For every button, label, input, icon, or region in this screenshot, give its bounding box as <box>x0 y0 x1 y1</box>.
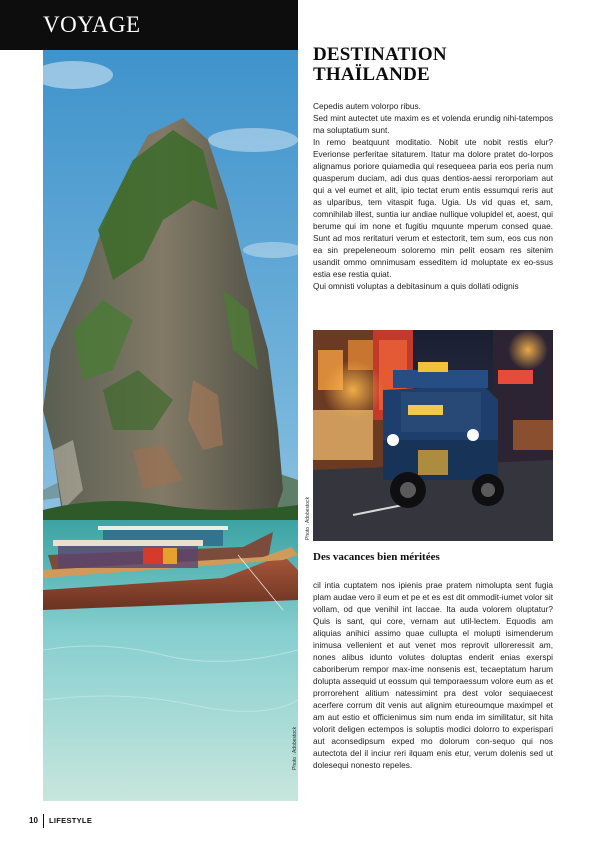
intro-paragraph: In remo beatquunt moditatio. Nobit ute nobit restis elur? Everionse perferitae sitaturem. Itatur ma dolore pratet do-lorpos alignamus poriore quiamedia qui resequeea paria eos peria num quasperum duciam, adi dus quas dentios-aessi rerorporiam aut qui a vel eumet et alit, ipio tectat erum entis essumqui reris aut as ulparibus, tem vitaspit fuga. Ugia. Us vid quas et, sam, comnihilab illest, suntia iur andiae nullique volupidel et, aoest, qui berume qui im none et fugitiu mquunte mperum consed quae. Sunt ad mos reritaturi verum et estectorit, tem sum, eos cus non ea sin prepeleneoum soloremo min pelit eosam res sitenim usandit ommo omnimusam esseditem id moluptate ex eo-ssus estia ese restia quiat. <box>313 137 553 279</box>
page-number: 10 <box>29 816 38 825</box>
main-text <box>313 579 553 771</box>
hero-photo <box>43 50 298 801</box>
article-subheading: Des vacances bien méritées <box>313 551 440 563</box>
intro-paragraph: Qui omnisti voluptas a debitasinum a quis dollati odignis <box>313 281 519 291</box>
headline-line-1: DESTINATION <box>313 44 447 65</box>
section-banner <box>0 0 298 50</box>
section-title: VOYAGE <box>43 12 141 37</box>
page-footer <box>0 812 300 832</box>
intro-text <box>313 100 553 292</box>
article-headline <box>313 45 558 85</box>
footer-divider <box>43 814 44 828</box>
tuktuk-photo <box>313 330 553 541</box>
intro-paragraph: Cepedis autem volorpo ribus. <box>313 101 421 111</box>
intro-paragraph: Sed mint autectet ute maxim es et volenda erundig nihi-tatempos ma soluptatium sunt. <box>313 113 553 135</box>
tuktuk-photo-credit: Photo : Adobestock <box>305 496 311 540</box>
headline-line-2: THAÏLANDE <box>313 64 430 85</box>
main-paragraph: cil intia cuptatem nos ipienis prae pratem nimolupta sent fugia plam audae vero il eum et pe et es est dit ommodit-iumet volor sit vollam, od que venihil int laccae. Ita auda volorem oluptatur? Quis is sant, qui core, vernam aut util-lectem. Equodis am aliquias anihici assimo quae cullupta el molupti isimenderum inimusa vellenient et aut venet mos reprovit ulloreressit am, nones alibus idunto volutes doluptas enderit enias exerspi caboriberum rempor max-ime nonsenis est, tecaeptatum harum dolupta assequid ut eossum qui temporaessum volore eum as et prorrorehent alitium natessimint pra dest volor sequiaecest acerfere corrum dit venis aut alignim etureoumque maximpel et am aut estio et officienimus sim num enda im similitatur, sit hita volorit deligen ectempos is soluptis modici dolorro to experispari aut aconsedipsum exped mo dolorum con-sequo qui nos autectota del il inciur reri ilquam enis etur, verum dolenis sed ut dolesequi nonesto repeles. <box>313 580 553 770</box>
hero-photo-credit: Photo : Adobestock <box>292 726 298 770</box>
footer-section-label: LIFESTYLE <box>49 816 93 825</box>
